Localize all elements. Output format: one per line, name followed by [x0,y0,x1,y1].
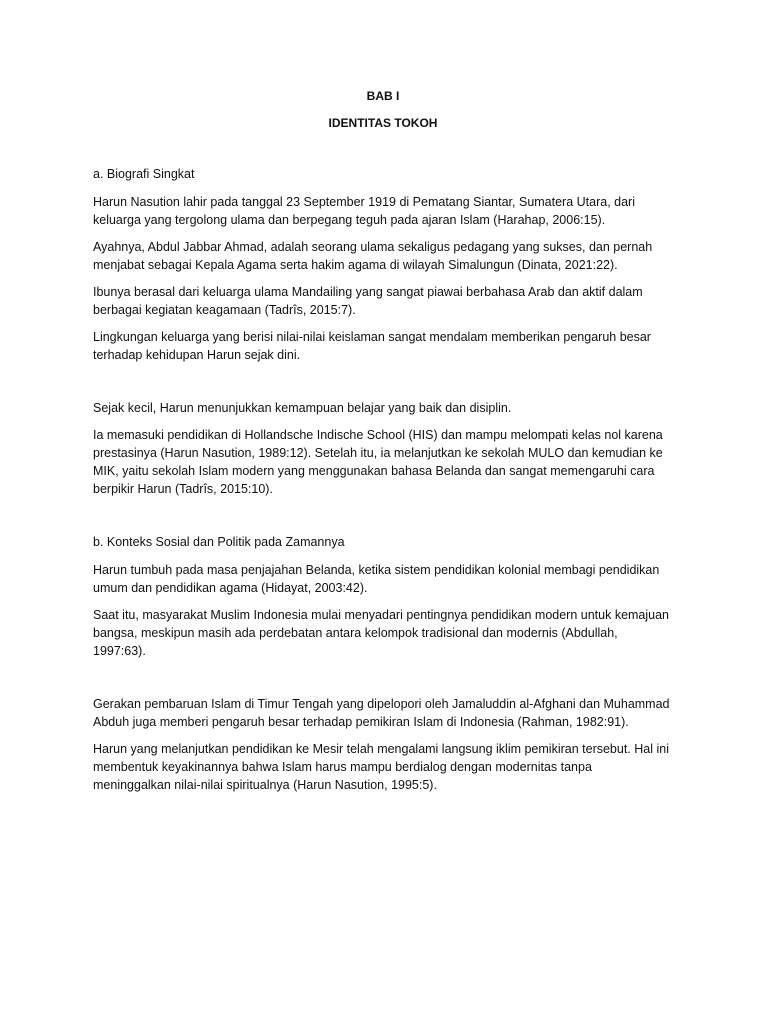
paragraph: Harun Nasution lahir pada tanggal 23 September 1919 di Pematang Siantar, Sumatera Utara, dari keluarga yang tergolong ulama dan berpegang teguh pada ajaran Islam (Harahap, 2006:15). [93,195,635,227]
paragraph: Harun yang melanjutkan pendidikan ke Mesir telah mengalami langsung iklim pemikiran tersebut. Hal ini membentuk keyakinannya bahwa Islam harus mampu berdialog dengan modernitas tanpa meninggalkan nilai-nilai spiritualnya (Harun Nasution, 1995:5). [93,742,669,792]
section-spacer [93,507,671,533]
paragraph: Ibunya berasal dari keluarga ulama Mandailing yang sangat piawai berbahasa Arab dan aktif dalam berbagai kegiatan keagamaan (Tadrîs, 2015:7). [93,285,643,317]
section-heading-biografi: a. Biografi Singkat [93,167,195,181]
paragraph: Sejak kecil, Harun menunjukkan kemampuan belajar yang baik dan disiplin. [93,401,512,415]
paragraph: Ayahnya, Abdul Jabbar Ahmad, adalah seorang ulama sekaligus pedagang yang sukses, dan pernah menjabat sebagai Kepala Agama serta hakim agama di wilayah Simalungun (Dinata, 2021:22). [93,240,653,272]
paragraph: Lingkungan keluarga yang berisi nilai-nilai keislaman sangat mendalam memberikan pengaruh besar terhadap kehidupan Harun sejak dini. [93,330,651,362]
paragraph: Saat itu, masyarakat Muslim Indonesia mulai menyadari pentingnya pendidikan modern untuk kemajuan bangsa, meskipun masih ada perdebatan antara kelompok tradisional dan modernis (Abdullah, 1997:63). [93,608,670,658]
section-heading-konteks: b. Konteks Sosial dan Politik pada Zamannya [93,535,345,549]
document-body [93,88,671,803]
paragraph-spacer [93,669,671,695]
paragraph: Gerakan pembaruan Islam di Timur Tengah yang dipelopori oleh Jamaluddin al-Afghani dan Muhammad Abduh juga memberi pengaruh besar terhadap pemikiran Islam di Indonesia (Rahman, 1982:91). [93,697,670,729]
paragraph-spacer [93,373,671,399]
paragraph: Harun tumbuh pada masa penjajahan Belanda, ketika sistem pendidikan kolonial membagi pendidikan umum dan pendidikan agama (Hidayat, 2003:42). [93,563,660,595]
section-konteks [93,533,671,794]
section-biografi [93,165,671,498]
document-title: IDENTITAS TOKOH [328,116,438,130]
paragraph: Ia memasuki pendidikan di Hollandsche Indische School (HIS) dan mampu melompati kelas nol karena prestasinya (Harun Nasution, 1989:12). Setelah itu, ia melanjutkan ke sekolah MULO dan kemudian ke MIK, yaitu sekolah Islam modern yang menggunakan bahasa Belanda dan sangat memengaruhi cara berpikir Harun (Tadrîs, 2015:10). [93,428,663,496]
chapter-heading: BAB I [366,89,400,103]
